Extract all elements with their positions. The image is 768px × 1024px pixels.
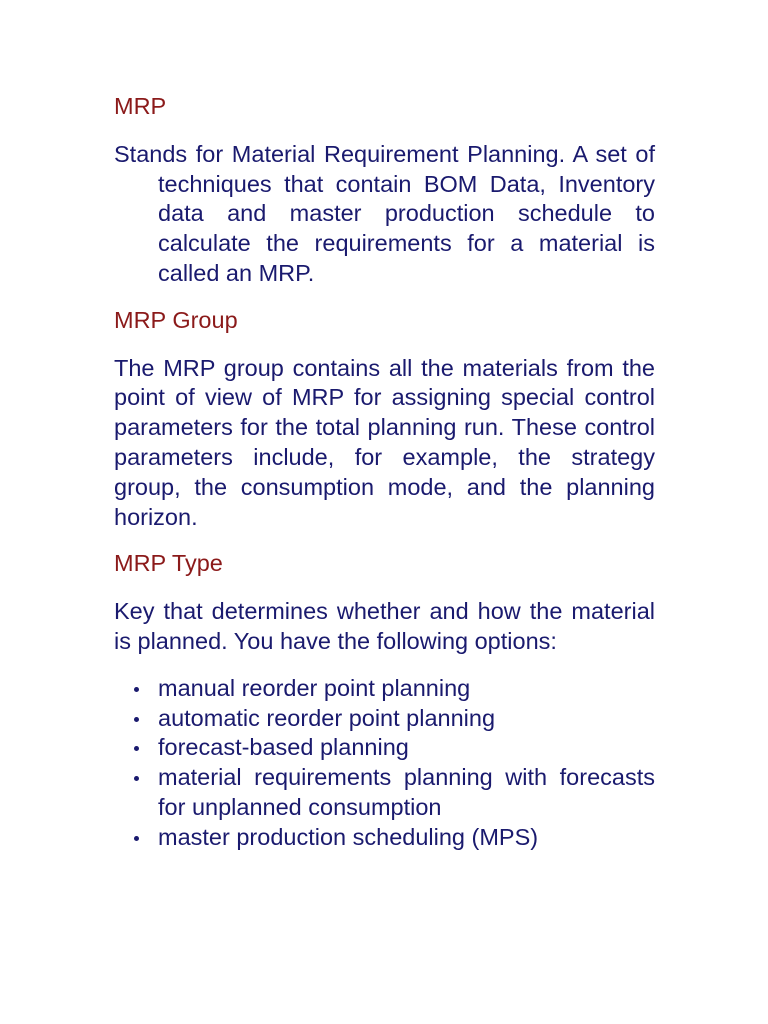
list-item-text: automatic reorder point planning	[158, 704, 496, 731]
mrp-group-definition: The MRP group contains all the materials from the point of view of MRP for assigning special control parameters for the total planning run. These control parameters include, for example, the strategy group, the consumption mode, and the planning horizon.	[114, 354, 655, 530]
bullet-icon	[134, 776, 139, 781]
heading-mrp-group: MRP Group	[114, 306, 238, 333]
bullet-icon	[134, 836, 139, 841]
list-item	[114, 763, 655, 823]
bullet-icon	[134, 746, 139, 751]
heading-mrp-type: MRP Type	[114, 550, 223, 577]
mrp-type-options-list	[114, 674, 655, 853]
bullet-icon	[134, 687, 139, 692]
mrp-definition: Stands for Material Requirement Planning. A set of techniques that contain BOM Data, Inventory data and master production schedule to calculate the requirements for a material is called an MRP.	[114, 140, 655, 286]
heading-mrp: MRP	[114, 93, 167, 119]
list-item-text: manual reorder point planning	[158, 674, 471, 701]
list-item-text: material requirements planning with forecasts for unplanned consumption	[158, 764, 655, 820]
list-item	[114, 674, 655, 704]
document-page	[114, 92, 655, 853]
list-item-text: forecast-based planning	[158, 734, 409, 761]
mrp-type-definition: Key that determines whether and how the material is planned. You have the following options:	[114, 598, 655, 654]
list-item	[114, 823, 655, 853]
list-item	[114, 733, 655, 763]
bullet-icon	[134, 717, 139, 722]
list-item	[114, 704, 655, 734]
list-item-text: master production scheduling (MPS)	[158, 823, 539, 850]
